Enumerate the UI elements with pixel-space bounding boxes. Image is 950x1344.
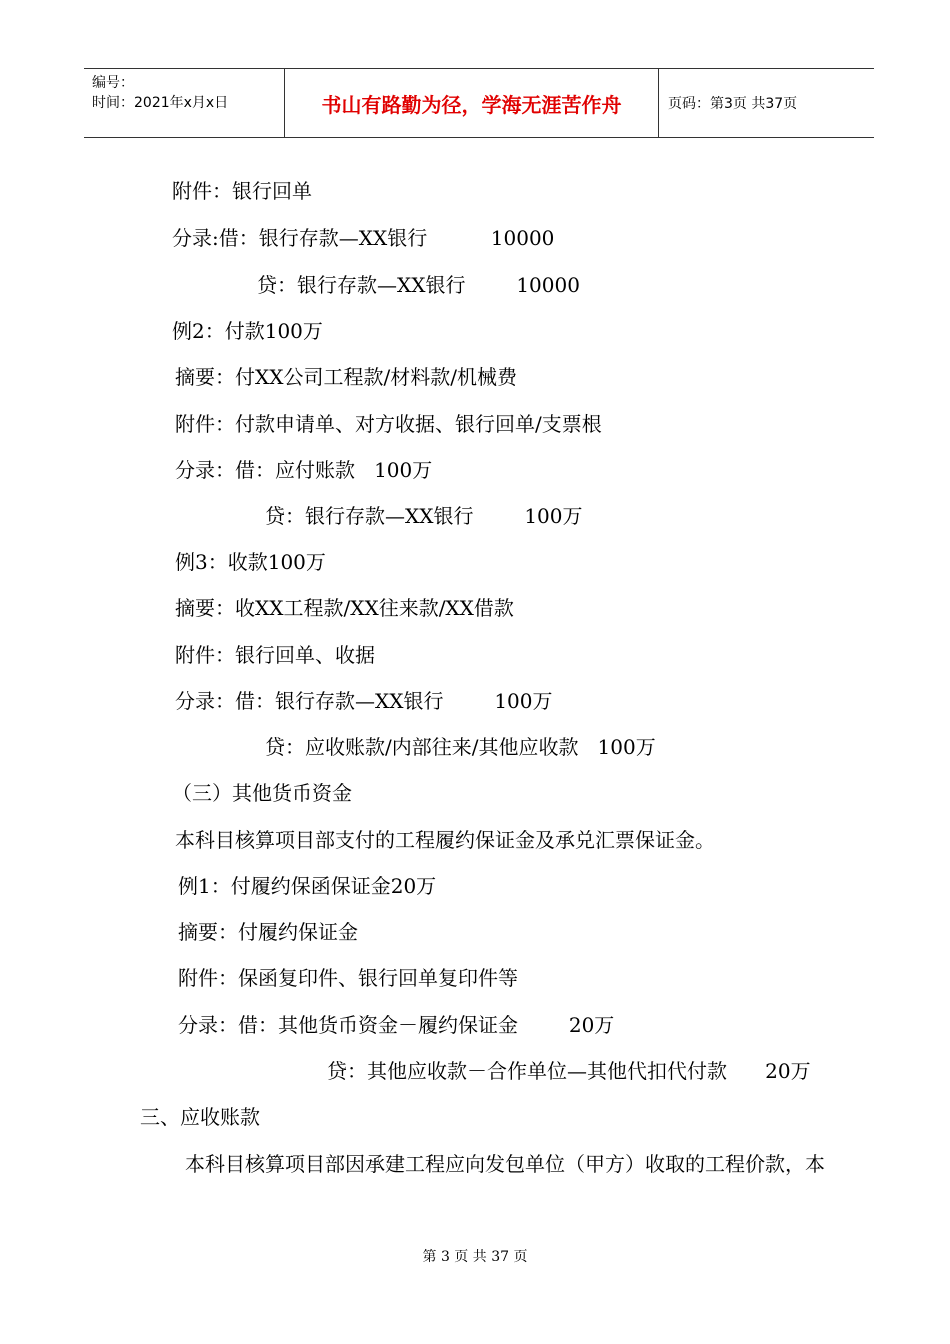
header-table [84,68,874,138]
section-heading: （三）其他货币资金 [172,781,352,805]
text-line: 附件：银行回单 [172,179,312,203]
header-page-cell [660,69,874,137]
page-footer: 第 3 页 共 37 页 [422,1249,528,1265]
text-line: 附件：付款申请单、对方收据、银行回单/支票根 [175,412,602,436]
text-line: 分录：借：应付账款 100万 [175,458,433,482]
header-motto-cell [284,69,659,137]
section-heading: 三、应收账款 [140,1105,260,1129]
text-line: 本科目核算项目部因承建工程应向发包单位（甲方）收取的工程价款，本 [185,1152,825,1176]
text-line: 例2：付款100万 [172,319,323,343]
header-meta-cell [84,69,284,137]
serial-label: 编号： [92,75,134,91]
text-line: 贷：应收账款/内部往来/其他应收款 100万 [265,735,656,759]
motto-text: 书山有路勤为径，学海无涯苦作舟 [321,92,622,117]
text-line: 贷：银行存款—XX银行 10000 [257,273,580,297]
text-line: 例1：付履约保函保证金20万 [178,874,437,898]
text-line: 附件：银行回单、收据 [175,643,375,667]
page-info: 页码：第3页 共37页 [668,96,798,112]
text-line: 附件：保函复印件、银行回单复印件等 [178,966,518,990]
text-line: 贷：银行存款—XX银行 100万 [265,504,583,528]
text-line: 例3：收款100万 [175,550,326,574]
text-line: 分录：借：其他货币资金－履约保证金 20万 [178,1013,615,1037]
text-line: 摘要：付XX公司工程款/材料款/机械费 [175,365,517,389]
text-line: 分录：借：银行存款—XX银行 100万 [175,689,553,713]
text-line: 摘要：付履约保证金 [178,920,358,944]
text-line: 本科目核算项目部支付的工程履约保证金及承兑汇票保证金。 [175,828,715,852]
date-label: 时间：2021年x月x日 [92,95,229,111]
text-line: 贷：其他应收款－合作单位—其他代扣代付款 20万 [327,1059,811,1083]
text-line: 分录:借：银行存款—XX银行 10000 [172,226,555,250]
text-line: 摘要：收XX工程款/XX往来款/XX借款 [175,596,514,620]
